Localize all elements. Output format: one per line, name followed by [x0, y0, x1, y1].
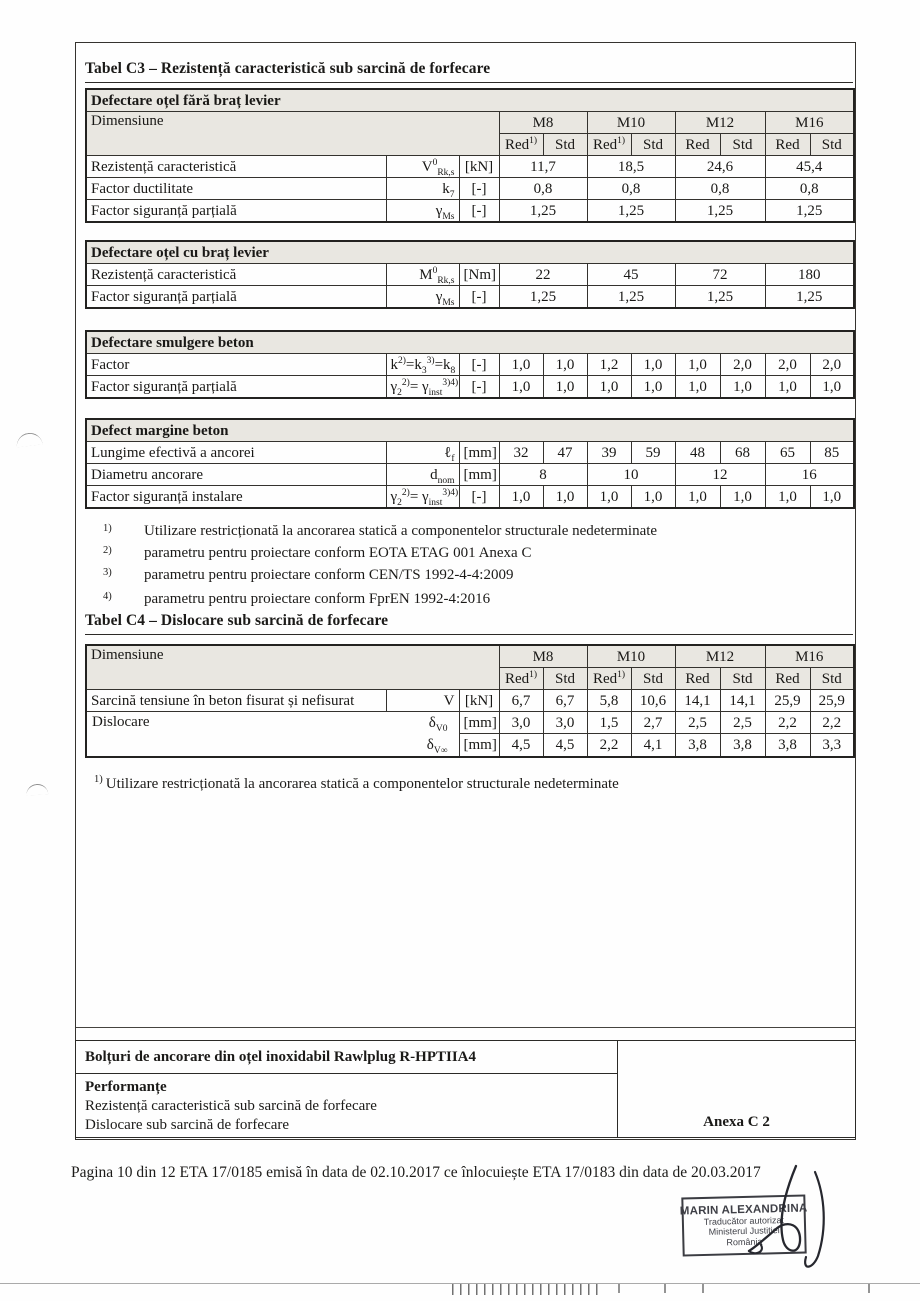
scan-artifact	[618, 1284, 620, 1293]
table-cell: 3,8	[765, 734, 810, 757]
table-cell: 0,8	[499, 178, 587, 200]
table-cell: 18,5	[587, 156, 675, 178]
row-unit: [mm]	[459, 464, 499, 486]
table-cell: 85	[810, 442, 854, 464]
row-symbol: $\gamma_2^{2)}= \gamma_{inst}^{3)4)}$	[386, 376, 459, 399]
table-cell: 1,0	[499, 376, 543, 399]
table-cell: 1,25	[675, 200, 765, 223]
table-cell: 1,25	[765, 200, 854, 223]
subcol-header: Red$^{1)}$	[587, 668, 631, 690]
table-cell: 6,7	[499, 690, 543, 712]
size-header: M16	[765, 112, 854, 134]
scan-artifact	[702, 1284, 704, 1293]
c4-footnote	[94, 774, 834, 793]
table-cell: 1,25	[675, 286, 765, 309]
row-symbol: $k^{2)}=k_3^{3)}=k_8$	[386, 354, 459, 376]
row-label: Factor siguranță parțială	[86, 286, 386, 309]
table-cell: 1,25	[765, 286, 854, 309]
row-symbol: V	[386, 690, 459, 712]
footnote-text: Utilizare restricționată la ancorarea statică a componentelor structurale nedeterminate	[144, 523, 658, 539]
row-label: Rezistență caracteristică	[86, 264, 386, 286]
row-unit: [kN]	[459, 156, 499, 178]
table-cell: 12	[675, 464, 765, 486]
size-header: M8	[499, 645, 587, 668]
row-symbol: $\gamma_2^{2)}= \gamma_{inst}^{3)4)}$	[386, 486, 459, 509]
table-cell: 39	[587, 442, 631, 464]
table-cell: 22	[499, 264, 587, 286]
table-cell: 1,25	[499, 200, 587, 223]
table-cell: 45,4	[765, 156, 854, 178]
table-c4-title: Tabel C4 – Dislocare sub sarcină de forfecare	[85, 612, 853, 635]
footnote-text: parametru pentru proiectare conform EOTA ETAG 001 Anexa C	[144, 545, 532, 561]
subcol-header: Red	[765, 668, 810, 690]
scan-artifact	[15, 431, 42, 447]
table-cell: 0,8	[587, 178, 675, 200]
table-cell: 2,0	[765, 354, 810, 376]
table-cell: 1,0	[675, 376, 720, 399]
table-cell: 1,25	[587, 286, 675, 309]
annex-footer-box	[75, 1040, 856, 1138]
row-symbol: $d_{nom}$	[386, 464, 459, 486]
table-c3-pullout	[85, 330, 855, 399]
signature-scribble	[728, 1156, 860, 1282]
table-cell: 1,0	[587, 376, 631, 399]
subcol-header: Red$^{1)}$	[499, 134, 543, 156]
table-cell: 1,0	[675, 486, 720, 509]
row-symbol: $\gamma_{Ms}$	[386, 286, 459, 309]
table-cell: 14,1	[720, 690, 765, 712]
row-label: Diametru ancorare	[86, 464, 386, 486]
dimension-header: Dimensiune	[86, 645, 499, 690]
table-cell: 1,0	[675, 354, 720, 376]
table-cell: 1,0	[810, 486, 854, 509]
dimension-header: Dimensiune	[86, 112, 499, 156]
table-cell: 2,2	[587, 734, 631, 757]
row-symbol: ℓ$_f$	[386, 442, 459, 464]
subcol-header: Std	[543, 134, 587, 156]
table-cell: 0,8	[765, 178, 854, 200]
table-cell: 1,5	[587, 712, 631, 734]
subcol-header: Std	[720, 668, 765, 690]
table-c4-displacement	[85, 644, 855, 758]
subcol-header: Red	[675, 134, 720, 156]
row-label: Rezistență caracteristică	[86, 156, 386, 178]
table-cell: 10,6	[631, 690, 675, 712]
footnote-marker: 2)	[103, 545, 112, 556]
row-unit: [-]	[459, 286, 499, 309]
table-cell: 4,5	[499, 734, 543, 757]
row-unit: [-]	[459, 376, 499, 399]
table-cell: 4,5	[543, 734, 587, 757]
stamp-line: Ministerul Justiției	[708, 1225, 780, 1238]
footnote	[103, 544, 843, 566]
table-cell: 68	[720, 442, 765, 464]
table-cell: 2,0	[720, 354, 765, 376]
section-header: Defectare smulgere beton	[86, 331, 854, 354]
table-cell: 24,6	[675, 156, 765, 178]
row-symbol: $\delta_{V\infty}$	[426, 737, 448, 756]
table-cell: 59	[631, 442, 675, 464]
table-cell: 1,0	[720, 486, 765, 509]
table-cell: 3,0	[543, 712, 587, 734]
size-header: M12	[675, 112, 765, 134]
row-unit: [mm]	[459, 712, 499, 734]
subcol-header: Std	[543, 668, 587, 690]
row-unit: [-]	[459, 486, 499, 509]
footnote-text: Utilizare restricționată la ancorarea statică a componentelor structurale nedeterminate	[105, 776, 619, 792]
annex-footer-left	[76, 1041, 618, 1137]
table-cell: 8	[499, 464, 587, 486]
displacement-label-cell	[86, 712, 459, 758]
row-unit: [Nm]	[459, 264, 499, 286]
table-cell: 45	[587, 264, 675, 286]
performance-title: Performanțe	[85, 1079, 167, 1095]
size-header: M10	[587, 112, 675, 134]
subcol-header: Std	[810, 134, 854, 156]
table-cell: 32	[499, 442, 543, 464]
subcol-header: Red$^{1)}$	[499, 668, 543, 690]
row-unit: [-]	[459, 178, 499, 200]
table-cell: 1,0	[499, 354, 543, 376]
table-cell: 1,0	[499, 486, 543, 509]
table-cell: 14,1	[675, 690, 720, 712]
row-unit: [-]	[459, 200, 499, 223]
table-cell: 6,7	[543, 690, 587, 712]
table-cell: 1,0	[631, 486, 675, 509]
footnote-marker: 1)	[94, 774, 103, 785]
table-c3-title: Tabel C3 – Rezistență caracteristică sub sarcină de forfecare	[85, 60, 853, 83]
footnote	[103, 522, 843, 544]
row-label: Factor siguranță instalare	[86, 486, 386, 509]
table-cell: 25,9	[810, 690, 854, 712]
subcol-header: Red	[675, 668, 720, 690]
footnote	[103, 566, 843, 588]
table-cell: 4,1	[631, 734, 675, 757]
row-label: Factor ductilitate	[86, 178, 386, 200]
page-footer-text: Pagina 10 din 12 ETA 17/0185 emisă în data de 02.10.2017 ce înlocuiește ETA 17/0183 din data de 20.03.2017	[71, 1164, 761, 1181]
row-label: Lungime efectivă a ancorei	[86, 442, 386, 464]
subcol-header: Red	[765, 134, 810, 156]
subcol-header: Std	[631, 668, 675, 690]
footnote-marker: 1)	[103, 523, 112, 534]
table-cell: 1,0	[765, 376, 810, 399]
size-header: M8	[499, 112, 587, 134]
table-cell: 1,0	[765, 486, 810, 509]
row-label: Factor siguranță parțială	[86, 200, 386, 223]
c3-footnotes	[103, 522, 843, 612]
table-cell: 1,0	[587, 486, 631, 509]
table-cell: 3,8	[720, 734, 765, 757]
scan-artifact	[26, 783, 49, 796]
table-cell: 2,5	[720, 712, 765, 734]
section-header: Defectare oțel fără braț levier	[86, 89, 854, 112]
table-cell: 2,2	[810, 712, 854, 734]
table-cell: 3,3	[810, 734, 854, 757]
content-footer-divider	[76, 1027, 855, 1028]
subcol-header: Std	[720, 134, 765, 156]
subcol-header: Red$^{1)}$	[587, 134, 631, 156]
product-title: Bolțuri de ancorare din oțel inoxidabil Rawlplug R-HPTIIA4	[76, 1041, 617, 1074]
table-cell: 47	[543, 442, 587, 464]
row-unit: [kN]	[459, 690, 499, 712]
table-cell: 2,2	[765, 712, 810, 734]
table-cell: 2,7	[631, 712, 675, 734]
footnote	[103, 590, 843, 612]
section-header: Defect margine beton	[86, 419, 854, 442]
table-cell: 2,0	[810, 354, 854, 376]
table-c3-steel-lever	[85, 240, 855, 309]
stamp-line: România	[726, 1236, 763, 1248]
table-cell: 180	[765, 264, 854, 286]
table-cell: 11,7	[499, 156, 587, 178]
size-header: M16	[765, 645, 854, 668]
table-cell: 1,0	[810, 376, 854, 399]
footnote-marker: 3)	[103, 567, 112, 578]
annex-label: Anexa C 2	[703, 1114, 770, 1130]
table-cell: 1,0	[543, 376, 587, 399]
size-header: M12	[675, 645, 765, 668]
scan-artifact	[664, 1284, 666, 1293]
row-label: Sarcină tensiune în beton fisurat și nefisurat	[86, 690, 386, 712]
row-unit: [mm]	[459, 734, 499, 757]
table-cell: 1,0	[543, 354, 587, 376]
row-label: Factor	[86, 354, 386, 376]
table-cell: 72	[675, 264, 765, 286]
subcol-header: Std	[631, 134, 675, 156]
scan-artifact	[452, 1284, 600, 1295]
table-cell: 2,5	[675, 712, 720, 734]
table-cell: 10	[587, 464, 675, 486]
table-cell: 16	[765, 464, 854, 486]
table-cell: 1,25	[499, 286, 587, 309]
table-cell: 65	[765, 442, 810, 464]
row-unit: [-]	[459, 354, 499, 376]
table-cell: 3,8	[675, 734, 720, 757]
row-label: Dislocare	[92, 714, 150, 730]
table-cell: 0,8	[675, 178, 765, 200]
size-header: M10	[587, 645, 675, 668]
table-cell: 1,25	[587, 200, 675, 223]
table-cell: 1,0	[543, 486, 587, 509]
annex-footer-right	[618, 1041, 855, 1137]
stamp-name: MARIN ALEXANDRINA	[679, 1202, 808, 1218]
row-symbol: $M^0_{Rk,s}$	[386, 264, 459, 286]
footnote-text: parametru pentru proiectare conform FprEN 1992-4:2016	[144, 591, 491, 607]
table-cell: 1,0	[631, 354, 675, 376]
subcol-header: Std	[810, 668, 854, 690]
table-cell: 3,0	[499, 712, 543, 734]
row-symbol: $k_7$	[386, 178, 459, 200]
footnote-marker: 4)	[103, 591, 112, 602]
footnote-text: parametru pentru proiectare conform CEN/TS 1992-4-4:2009	[144, 567, 514, 583]
table-cell: 1,0	[720, 376, 765, 399]
table-cell: 25,9	[765, 690, 810, 712]
performance-summary	[76, 1074, 617, 1135]
table-c3-steel-no-lever	[85, 88, 855, 223]
row-symbol: $V^0_{Rk,s}$	[386, 156, 459, 178]
scan-artifact	[868, 1284, 870, 1293]
row-symbol: $\delta_{V0}$	[428, 715, 448, 734]
table-cell: 1,2	[587, 354, 631, 376]
table-cell: 1,0	[631, 376, 675, 399]
row-symbol: $\gamma_{Ms}$	[386, 200, 459, 223]
row-label: Factor siguranță parțială	[86, 376, 386, 399]
row-unit: [mm]	[459, 442, 499, 464]
table-cell: 48	[675, 442, 720, 464]
performance-line: Rezistență caracteristică sub sarcină de forfecare	[85, 1098, 377, 1114]
performance-line: Dislocare sub sarcină de forfecare	[85, 1117, 290, 1133]
table-cell: 5,8	[587, 690, 631, 712]
stamp-line: Traducător autorizat	[703, 1214, 785, 1227]
section-header: Defectare oțel cu braț levier	[86, 241, 854, 264]
table-c3-edge	[85, 418, 855, 509]
